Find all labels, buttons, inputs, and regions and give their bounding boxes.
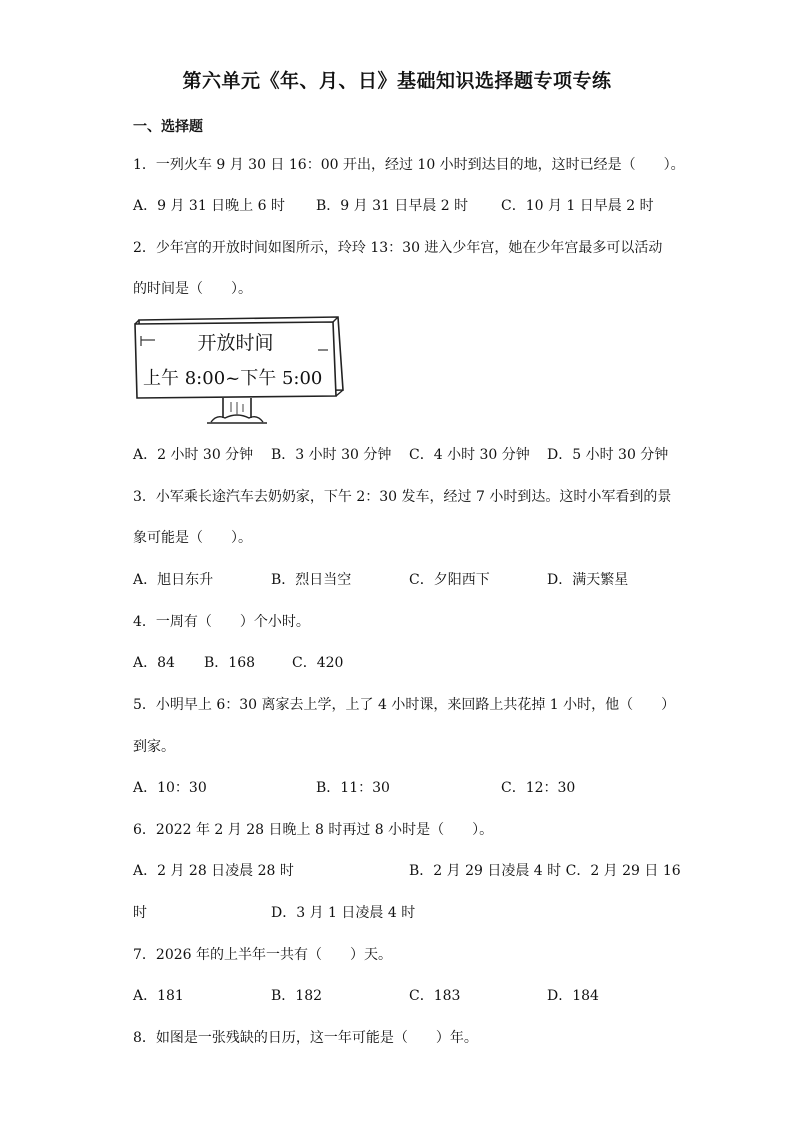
question-3-stem-line-1: 3．小军乘长途汽车去奶奶家，下午 2：30 发车，经过 7 小时到达。这时小军看到的景 (133, 489, 672, 505)
question-2-stem-line-2: 的时间是（ ）。 (133, 281, 252, 297)
question-7-option-a[interactable]: A．181 (133, 988, 184, 1004)
question-3-stem-line-2: 象可能是（ ）。 (133, 530, 252, 546)
sign-title: 开放时间 (197, 332, 274, 354)
question-7-stem: 7．2026 年的上半年一共有（ ）天。 (133, 947, 392, 963)
question-2-stem-line-1: 2．少年宫的开放时间如图所示，玲玲 13：30 进入少年宫，她在少年宫最多可以活动 (133, 240, 663, 256)
question-2-option-b[interactable]: B．3 小时 30 分钟 (271, 447, 392, 463)
section-heading: 一、选择题 (133, 119, 203, 135)
question-3-option-a[interactable]: A．旭日东升 (133, 572, 214, 588)
question-6-option-b-c[interactable]: B．2 月 29 日凌晨 4 时 C．2 月 29 日 16 (409, 863, 681, 879)
question-3-option-c[interactable]: C．夕阳西下 (409, 572, 490, 588)
question-5-stem-line-2: 到家。 (133, 739, 175, 755)
question-5-stem-line-1: 5．小明早上 6：30 离家去上学，上了 4 小时课，来回路上共花掉 1 小时，他（ ） (133, 697, 676, 713)
question-2-option-d[interactable]: D．5 小时 30 分钟 (547, 447, 669, 463)
question-1-option-a[interactable]: A．9 月 31 日晚上 6 时 (133, 198, 285, 214)
question-2-option-c[interactable]: C．4 小时 30 分钟 (409, 447, 530, 463)
question-4-option-a[interactable]: A．84 (133, 655, 175, 671)
question-2-option-a[interactable]: A．2 小时 30 分钟 (133, 447, 254, 463)
question-1-option-c[interactable]: C．10 月 1 日早晨 2 时 (501, 198, 654, 214)
question-1-stem: 1．一列火车 9 月 30 日 16：00 开出，经过 10 小时到达目的地，这时已经是（ ）。 (133, 157, 685, 173)
question-1-option-b[interactable]: B．9 月 31 日早晨 2 时 (316, 198, 469, 214)
question-6-option-a[interactable]: A．2 月 28 日凌晨 28 时 (133, 863, 294, 879)
question-4-option-c[interactable]: C．420 (292, 655, 344, 671)
question-8-stem: 8．如图是一张残缺的日历，这一年可能是（ ）年。 (133, 1030, 478, 1046)
question-5-option-c[interactable]: C．12：30 (501, 780, 576, 796)
question-7-option-c[interactable]: C．183 (409, 988, 461, 1004)
page-title: 第六单元《年、月、日》基础知识选择题专项专练 (182, 70, 612, 92)
question-3-option-d[interactable]: D．满天繁星 (547, 572, 629, 588)
question-4-stem: 4．一周有（ ）个小时。 (133, 614, 310, 630)
question-5-option-a[interactable]: A．10：30 (133, 780, 207, 796)
question-7-option-b[interactable]: B．182 (271, 988, 323, 1004)
sign-hours: 上午 8:00~下午 5:00 (143, 368, 323, 389)
question-5-option-b[interactable]: B．11：30 (316, 780, 390, 796)
question-4-option-b[interactable]: B．168 (204, 655, 256, 671)
question-6-option-c-tail: 时 (133, 905, 147, 921)
question-6-option-d[interactable]: D．3 月 1 日凌晨 4 时 (271, 905, 416, 921)
question-3-option-b[interactable]: B．烈日当空 (271, 572, 352, 588)
question-7-option-d[interactable]: D．184 (547, 988, 599, 1004)
opening-hours-sign (133, 314, 348, 426)
question-6-stem: 6．2022 年 2 月 28 日晚上 8 时再过 8 小时是（ ）。 (133, 822, 494, 838)
